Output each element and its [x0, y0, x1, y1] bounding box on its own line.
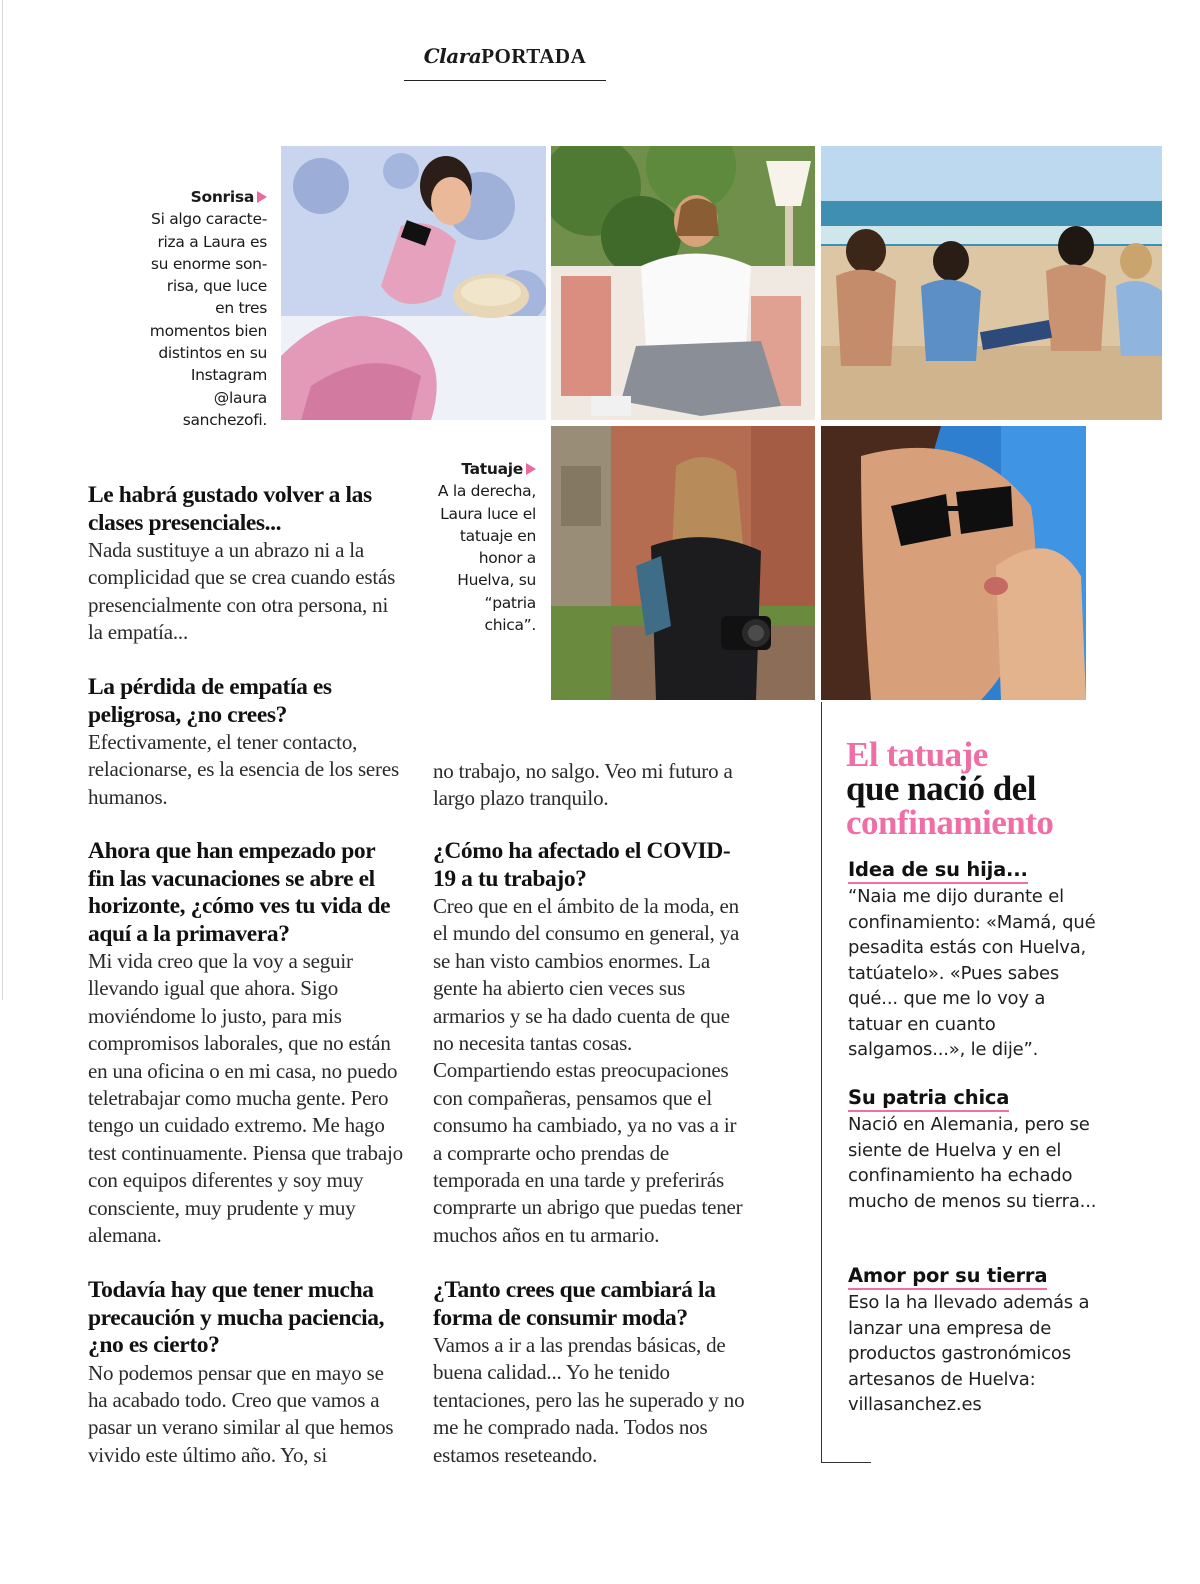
pink-triangle-icon	[257, 191, 267, 203]
sidebar-foot-rule	[821, 1462, 871, 1463]
qa-block-1	[88, 482, 404, 647]
question-4: Todavía hay que tener mucha precaución y mucha paciencia, ¿no es cierto?	[88, 1277, 385, 1358]
photo-white-tee	[551, 146, 815, 420]
answer-1: Nada sustituye a un abrazo ni a la complicidad que se crea cuando estás presencialmente con otra persona, ni la empatía...	[88, 538, 396, 645]
qa-block-6	[433, 1277, 749, 1469]
caption-tatuaje-text: A la derecha, Laura luce el tatuaje en honor a Huelva, su “patria chica”.	[437, 482, 536, 635]
photo-sunglasses-closeup	[821, 426, 1086, 700]
qa-block-2	[88, 674, 404, 811]
sidebar-heading-1: Idea de su hija...	[848, 858, 1028, 884]
section-name: PORTADA	[481, 44, 587, 68]
sidebar-title-line3: confinamiento	[846, 803, 1054, 842]
caption-sonrisa-text: Si algo caracte-riza a Laura es su enorme son-risa, que luce en tres momentos bien distintos en su Instagram @laura sanchezofi.	[149, 210, 267, 429]
pink-triangle-icon	[526, 463, 536, 475]
sidebar-heading-3: Amor por su tierra	[848, 1264, 1047, 1290]
caption-sonrisa	[146, 186, 267, 431]
question-5: ¿Cómo ha afectado el COVID-19 a tu trabajo?	[433, 838, 731, 892]
page-edge-rule	[2, 0, 3, 1000]
question-3: Ahora que han empezado por fin las vacunaciones se abre el horizonte, ¿cómo ves tu vida de aquí a la primavera?	[88, 838, 391, 947]
sidebar-text-1: “Naia me dijo durante el confinamiento: «Mamá, qué pesadita estás con Huelva, tatúatelo». «Pues sabes qué... que me lo voy a tatuar en cuanto salgamos...», le dije”.	[848, 886, 1096, 1060]
sidebar-rule	[821, 702, 822, 1462]
sidebar-heading-2: Su patria chica	[848, 1086, 1009, 1112]
sidebar-title-line1: El tatuaje	[846, 735, 988, 774]
answer-3: Mi vida creo que la voy a seguir llevando igual que ahora. Sigo moviéndome lo justo, para mis compromisos laborales, que no están en una oficina o en mi casa, no puedo teletrabajar como mucha gente. Pero tengo un cuidado extremo. Me hago test continuamente. Piensa que trabajo con equipos diferentes y soy muy consciente, muy prudente y muy alemana.	[88, 949, 403, 1248]
question-6: ¿Tanto crees que cambiará la forma de consumir moda?	[433, 1277, 716, 1331]
caption-tatuaje	[430, 458, 536, 636]
answer-4: No podemos pensar que en mayo se ha acabado todo. Creo que vamos a pasar un verano similar al que hemos vivido este último año. Yo, si	[88, 1360, 394, 1467]
sidebar-title	[846, 735, 1106, 842]
photo-pink-dress	[281, 146, 546, 420]
answer-6: Vamos a ir a las prendas básicas, de buena calidad... Yo he tenido tentaciones, pero las he superado y no me he comprado nada. Todos nos estamos reseteando.	[433, 1333, 745, 1467]
sidebar-title-line2: que nació del	[846, 769, 1036, 808]
question-2: La pérdida de empatía es peligrosa, ¿no crees?	[88, 674, 332, 728]
answer-5: Creo que en el ámbito de la moda, en el mundo del consumo en general, ya se han visto cambios enormes. La gente ha abierto cien veces sus armarios y se ha dado cuenta de que no necesita tantas cosas. Compartiendo estas preocupaciones con compañeras, pensamos que el consumo ha cambiado, ya no vas a ir a comprarte ocho prendas de temporada en una tarde y preferirás comprarte un abrigo que puedas tener muchos años en tu armario.	[433, 894, 743, 1247]
qa-block-4	[88, 1277, 404, 1469]
answer-4-continued: no trabajo, no salgo. Veo mi futuro a largo plazo tranquilo.	[433, 759, 733, 811]
photo-camera-portrait	[551, 426, 815, 700]
sidebar-text-2: Nació en Alemania, pero se siente de Huelva y en el confinamiento ha echado mucho de menos su tierra...	[848, 1114, 1097, 1212]
qa-block-3	[88, 838, 404, 1249]
answer-2: Efectivamente, el tener contacto, relacionarse, es la esencia de los seres humanos.	[88, 730, 399, 809]
question-1: Le habrá gustado volver a las clases presenciales...	[88, 482, 372, 536]
brand-name: Clara	[423, 44, 482, 68]
caption-tatuaje-title: Tatuaje	[430, 458, 536, 480]
magazine-header	[404, 44, 606, 81]
caption-sonrisa-title: Sonrisa	[146, 186, 267, 208]
qa-block-5	[433, 838, 749, 1249]
sidebar-text-3: Eso la ha llevado además a lanzar una empresa de productos gastronómicos artesanos de Huelva: villasanchez.es	[848, 1292, 1090, 1415]
photo-beach-family	[821, 146, 1162, 420]
